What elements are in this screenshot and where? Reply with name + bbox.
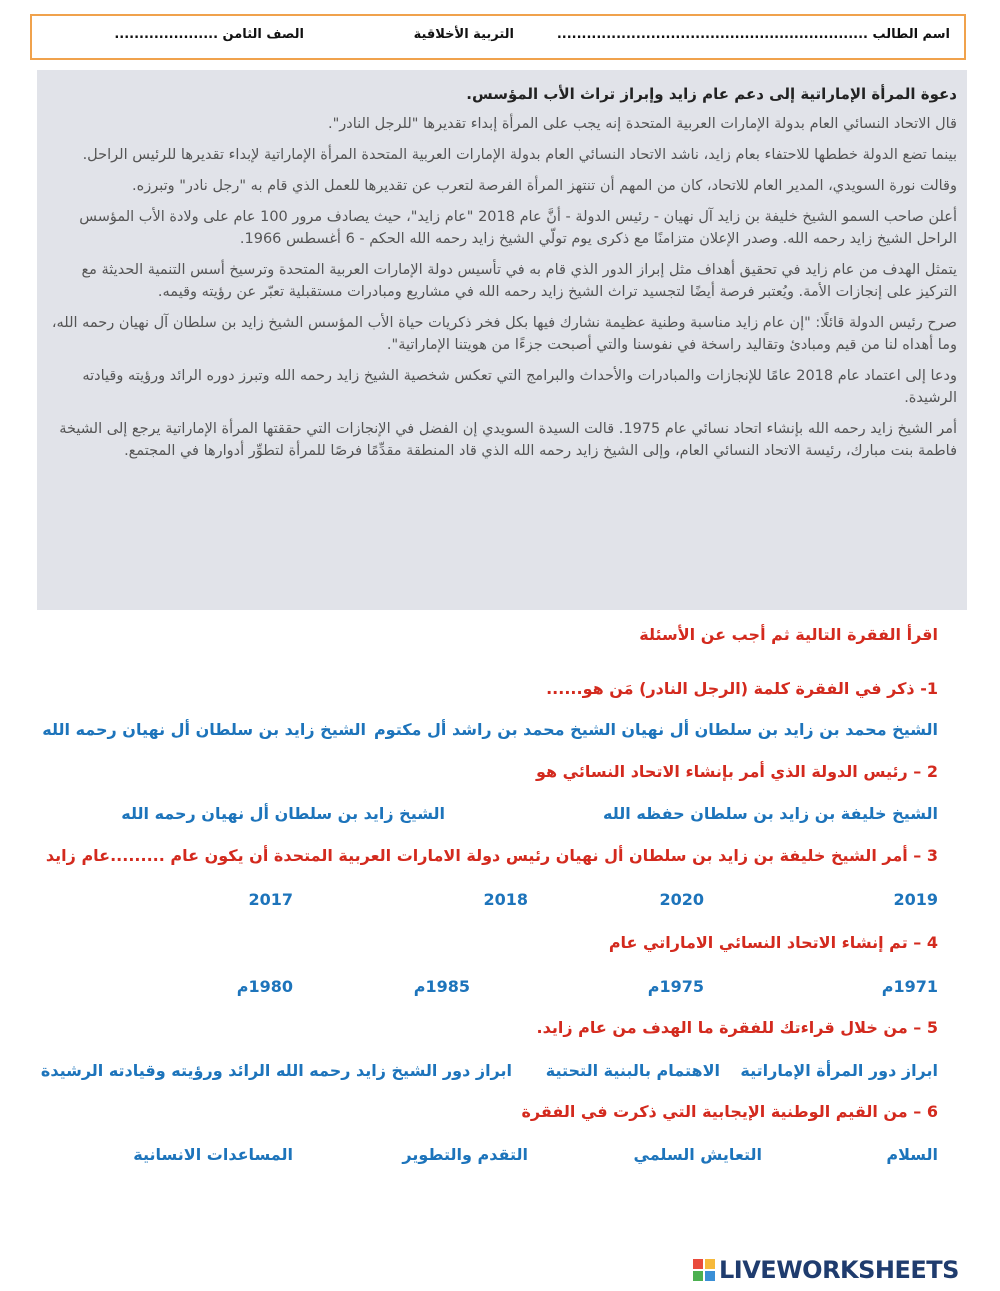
q5-option-3[interactable]: ابراز دور الشيخ زايد رحمه الله الرائد ورؤيته وقيادته الرشيدة bbox=[40, 1061, 512, 1080]
q3-option-3[interactable]: 2018 bbox=[483, 890, 528, 909]
subject-label: التربية الأخلاقية bbox=[413, 27, 514, 42]
passage-paragraph: بينما تضع الدولة خططها للاحتفاء بعام زايد، ناشد الاتحاد النسائي العام بدولة الإمارات العربية المتحدة المرأة الإماراتية لإبداء تقديرها للرئيس الراحل. bbox=[82, 147, 957, 163]
q1-option-3[interactable]: الشيخ زايد بن سلطان أل نهيان رحمه الله bbox=[42, 720, 366, 739]
question-5: 5 – من خلال قراءتك للفقرة ما الهدف من عام زايد. bbox=[536, 1018, 938, 1037]
q3-option-2[interactable]: 2020 bbox=[659, 890, 704, 909]
passage-title: دعوة المرأة الإماراتية إلى دعم عام زايد وإبراز تراث الأب المؤسس. bbox=[466, 85, 957, 103]
q6-option-4[interactable]: المساعدات الانسانية bbox=[133, 1145, 293, 1164]
passage-paragraph: وقالت نورة السويدي، المدير العام للاتحاد، كان من المهم أن تنتهز المرأة الفرصة لتعرب عن تقديرها للعمل الذي قام به "رجل نادر" وتبرزه. bbox=[132, 178, 957, 194]
q3-option-1[interactable]: 2019 bbox=[893, 890, 938, 909]
liveworksheets-brand bbox=[693, 1256, 993, 1284]
brand-name: LIVEWORKSHEETS bbox=[719, 1256, 959, 1284]
passage-paragraph: صرح رئيس الدولة قائلًا: "إن عام زايد مناسبة وطنية عظيمة نشارك فيها بكل فخر ذكريات حياة الأب المؤسس الشيخ زايد بن سلطان آل نهيان رحمه الله، وما أهداه لنا من قيم ومبادئ وتقاليد راسخة في نفوسنا والتي أصبحت جزءًا من هويتنا الإماراتية". bbox=[51, 315, 957, 353]
question-6: 6 – من القيم الوطنية الإيجابية التي ذكرت في الفقرة bbox=[521, 1102, 938, 1121]
grade-label: الصف الثامن ..................... bbox=[114, 27, 304, 42]
q5-option-2[interactable]: الاهتمام بالبنية التحتية bbox=[545, 1061, 720, 1080]
q6-option-1[interactable]: السلام bbox=[886, 1145, 938, 1164]
question-4: 4 – تم إنشاء الاتحاد النسائي الاماراتي عام bbox=[608, 933, 938, 952]
passage-paragraph: ودعا إلى اعتماد عام 2018 عامًا للإنجازات والمبادرات والأحداث والبرامج التي تعكس شخصية الشيخ زايد رحمه الله وتبرز دوره الرائد ورؤيته وقيادته الرشيدة. bbox=[82, 368, 957, 406]
passage-paragraph: قال الاتحاد النسائي العام بدولة الإمارات العربية المتحدة إنه يجب على المرأة إبداء تقديرها "للرجل النادر". bbox=[327, 116, 957, 132]
q4-option-4[interactable]: 1980م bbox=[236, 977, 293, 996]
question-3: 3 – أمر الشيخ خليفة بن زايد بن سلطان أل نهيان رئيس دولة الامارات العربية المتحدة أن يكون عام .........عام زايد bbox=[45, 846, 938, 865]
q5-option-1[interactable]: ابراز دور المرأة الإماراتية bbox=[740, 1061, 938, 1080]
q6-option-3[interactable]: التقدم والتطوير bbox=[402, 1145, 528, 1164]
q4-option-3[interactable]: 1985م bbox=[413, 977, 470, 996]
q1-option-2[interactable]: الشيخ محمد بن راشد أل مكتوم bbox=[373, 720, 616, 739]
student-name-label: اسم الطالب ............................................................... bbox=[556, 27, 950, 42]
q1-option-1[interactable]: الشيخ محمد بن زايد بن سلطان أل نهيان bbox=[621, 720, 938, 739]
q3-option-4[interactable]: 2017 bbox=[248, 890, 293, 909]
q4-option-1[interactable]: 1971م bbox=[881, 977, 938, 996]
passage-paragraph: أعلن صاحب السمو الشيخ خليفة بن زايد آل نهيان - رئيس الدولة - أنَّ عام 2018 "عام زايد"، حيث يصادف مرور 100 عام على ولادة الأب المؤسس الراحل الشيخ زايد رحمه الله. وصدر الإعلان متزامنًا مع ذكرى يوم تولّي الشيخ زايد رحمه الله الحكم - 6 أغسطس 1966. bbox=[79, 209, 957, 247]
liveworksheets-logo-icon bbox=[693, 1259, 715, 1281]
student-info-header bbox=[30, 14, 966, 60]
q4-option-2[interactable]: 1975م bbox=[647, 977, 704, 996]
q6-option-2[interactable]: التعايش السلمي bbox=[633, 1145, 762, 1164]
reading-passage bbox=[37, 70, 967, 610]
question-1: 1- ذكر في الفقرة كلمة (الرجل النادر) مَن هو...... bbox=[546, 679, 938, 698]
q2-option-2[interactable]: الشيخ زايد بن سلطان أل نهيان رحمه الله bbox=[121, 804, 445, 823]
passage-paragraph: يتمثل الهدف من عام زايد في تحقيق أهداف مثل إبراز الدور الذي قام به في تأسيس دولة الإمارات العربية المتحدة وترسيخ أسس التنمية الحديثة مع التركيز على إنجازات الأمة. ويُعتبر فرصة أيضًا لتجسيد تراث الشيخ زايد رحمه الله في مشاريع ومبادرات مستقبلية تعبّر عن رؤيته وقيمه. bbox=[81, 262, 957, 300]
passage-paragraph: أمر الشيخ زايد رحمه الله بإنشاء اتحاد نسائي عام 1975. قالت السيدة السويدي إن الفضل في الإنجازات التي حققتها المرأة الإماراتية يرجع إلى الشيخة فاطمة بنت مبارك، رئيسة الاتحاد النسائي العام، وإلى الشيخ زايد رحمه الله الذي قاد المنطقة مقدِّمًا فرصًا للمرأة لتطوِّر أدوارها في المجتمع. bbox=[59, 421, 957, 459]
instructions: اقرأ الفقرة التالية ثم أجب عن الأسئلة bbox=[639, 625, 938, 644]
question-2: 2 – رئيس الدولة الذي أمر بإنشاء الاتحاد النسائي هو bbox=[535, 762, 938, 781]
q2-option-1[interactable]: الشيخ خليفة بن زايد بن سلطان حفظه الله bbox=[603, 804, 938, 823]
